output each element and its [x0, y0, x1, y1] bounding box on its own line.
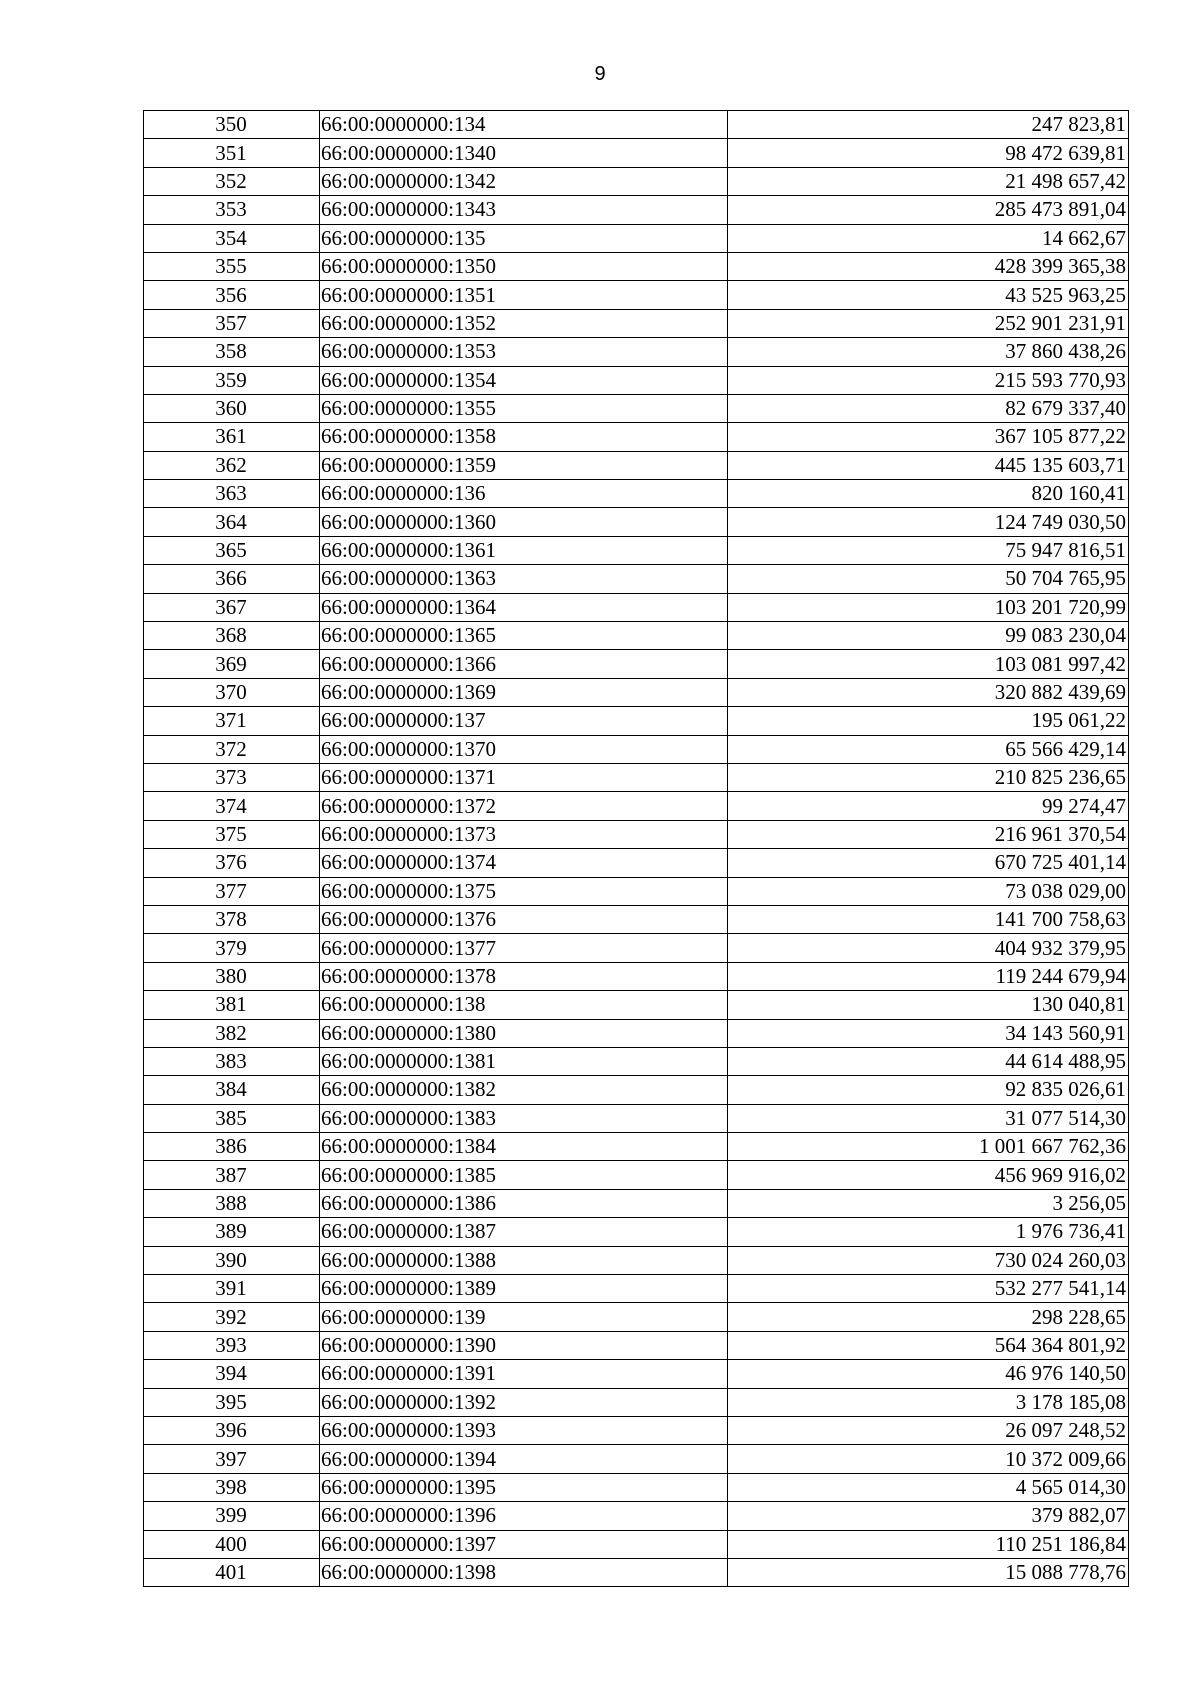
table-row: [144, 536, 1129, 564]
table-row: [144, 622, 1129, 650]
table-row: [144, 508, 1129, 536]
cadastral-number-cell: 66:00:0000000:1389: [320, 1275, 728, 1303]
row-number-cell: 382: [144, 1019, 320, 1047]
cadastral-number-cell: 66:00:0000000:1375: [320, 877, 728, 905]
cadastral-value-cell: 14 662,67: [728, 224, 1129, 252]
row-number-cell: 385: [144, 1104, 320, 1132]
table-row: [144, 1189, 1129, 1217]
cadastral-value-cell: 82 679 337,40: [728, 394, 1129, 422]
table-row: [144, 678, 1129, 706]
table-row: [144, 1558, 1129, 1586]
table-row: [144, 1133, 1129, 1161]
cadastral-number-cell: 66:00:0000000:1364: [320, 593, 728, 621]
cadastral-number-cell: 66:00:0000000:1369: [320, 678, 728, 706]
cadastral-value-cell: 445 135 603,71: [728, 451, 1129, 479]
table-body: [144, 111, 1129, 1587]
cadastral-value-cell: 141 700 758,63: [728, 905, 1129, 933]
table-row: [144, 565, 1129, 593]
row-number-cell: 362: [144, 451, 320, 479]
cadastral-number-cell: 66:00:0000000:1382: [320, 1076, 728, 1104]
cadastral-value-cell: 1 001 667 762,36: [728, 1133, 1129, 1161]
cadastral-number-cell: 66:00:0000000:1358: [320, 423, 728, 451]
table-row: [144, 423, 1129, 451]
cadastral-number-cell: 66:00:0000000:1381: [320, 1047, 728, 1075]
cadastral-value-cell: 99 083 230,04: [728, 622, 1129, 650]
cadastral-number-cell: 66:00:0000000:1392: [320, 1388, 728, 1416]
table-row: [144, 252, 1129, 280]
table-row: [144, 451, 1129, 479]
row-number-cell: 397: [144, 1445, 320, 1473]
cadastral-value-cell: 1 976 736,41: [728, 1218, 1129, 1246]
table-row: [144, 763, 1129, 791]
cadastral-value-cell: 124 749 030,50: [728, 508, 1129, 536]
cadastral-value-cell: 215 593 770,93: [728, 366, 1129, 394]
cadastral-value-cell: 92 835 026,61: [728, 1076, 1129, 1104]
cadastral-number-cell: 66:00:0000000:1354: [320, 366, 728, 394]
cadastral-number-cell: 66:00:0000000:1383: [320, 1104, 728, 1132]
cadastral-value-cell: 65 566 429,14: [728, 735, 1129, 763]
row-number-cell: 369: [144, 650, 320, 678]
cadastral-number-cell: 66:00:0000000:1387: [320, 1218, 728, 1246]
table-row: [144, 1388, 1129, 1416]
cadastral-number-cell: 66:00:0000000:1390: [320, 1331, 728, 1359]
table-row: [144, 338, 1129, 366]
cadastral-number-cell: 66:00:0000000:1365: [320, 622, 728, 650]
cadastral-value-cell: 404 932 379,95: [728, 934, 1129, 962]
row-number-cell: 356: [144, 281, 320, 309]
cadastral-number-cell: 66:00:0000000:1359: [320, 451, 728, 479]
row-number-cell: 400: [144, 1530, 320, 1558]
row-number-cell: 357: [144, 309, 320, 337]
cadastral-number-cell: 66:00:0000000:1360: [320, 508, 728, 536]
cadastral-number-cell: 66:00:0000000:1398: [320, 1558, 728, 1586]
row-number-cell: 380: [144, 962, 320, 990]
table-row: [144, 1076, 1129, 1104]
cadastral-value-cell: 34 143 560,91: [728, 1019, 1129, 1047]
cadastral-value-cell: 37 860 438,26: [728, 338, 1129, 366]
row-number-cell: 383: [144, 1047, 320, 1075]
cadastral-number-cell: 66:00:0000000:1394: [320, 1445, 728, 1473]
cadastral-value-cell: 216 961 370,54: [728, 820, 1129, 848]
table-row: [144, 934, 1129, 962]
row-number-cell: 353: [144, 196, 320, 224]
cadastral-value-cell: 10 372 009,66: [728, 1445, 1129, 1473]
row-number-cell: 370: [144, 678, 320, 706]
cadastral-value-cell: 428 399 365,38: [728, 252, 1129, 280]
cadastral-number-cell: 66:00:0000000:1363: [320, 565, 728, 593]
table-row: [144, 111, 1129, 139]
cadastral-value-table: [143, 110, 1129, 1587]
cadastral-number-cell: 66:00:0000000:1376: [320, 905, 728, 933]
row-number-cell: 398: [144, 1473, 320, 1501]
table-row: [144, 849, 1129, 877]
cadastral-number-cell: 66:00:0000000:1374: [320, 849, 728, 877]
row-number-cell: 371: [144, 707, 320, 735]
cadastral-value-cell: 103 201 720,99: [728, 593, 1129, 621]
row-number-cell: 372: [144, 735, 320, 763]
cadastral-number-cell: 66:00:0000000:1353: [320, 338, 728, 366]
cadastral-number-cell: 66:00:0000000:1385: [320, 1161, 728, 1189]
table-row: [144, 792, 1129, 820]
row-number-cell: 361: [144, 423, 320, 451]
cadastral-number-cell: 66:00:0000000:1386: [320, 1189, 728, 1217]
cadastral-number-cell: 66:00:0000000:1378: [320, 962, 728, 990]
cadastral-number-cell: 66:00:0000000:1352: [320, 309, 728, 337]
row-number-cell: 367: [144, 593, 320, 621]
table-row: [144, 991, 1129, 1019]
cadastral-value-cell: 730 024 260,03: [728, 1246, 1129, 1274]
row-number-cell: 368: [144, 622, 320, 650]
cadastral-value-cell: 31 077 514,30: [728, 1104, 1129, 1132]
cadastral-value-cell: 26 097 248,52: [728, 1416, 1129, 1444]
cadastral-value-cell: 15 088 778,76: [728, 1558, 1129, 1586]
cadastral-number-cell: 66:00:0000000:1340: [320, 139, 728, 167]
table-row: [144, 1473, 1129, 1501]
row-number-cell: 359: [144, 366, 320, 394]
cadastral-value-cell: 4 565 014,30: [728, 1473, 1129, 1501]
row-number-cell: 355: [144, 252, 320, 280]
cadastral-value-cell: 73 038 029,00: [728, 877, 1129, 905]
row-number-cell: 375: [144, 820, 320, 848]
table-row: [144, 1019, 1129, 1047]
cadastral-number-cell: 66:00:0000000:138: [320, 991, 728, 1019]
cadastral-value-cell: 75 947 816,51: [728, 536, 1129, 564]
table-row: [144, 877, 1129, 905]
cadastral-number-cell: 66:00:0000000:1351: [320, 281, 728, 309]
row-number-cell: 378: [144, 905, 320, 933]
table-row: [144, 962, 1129, 990]
cadastral-value-cell: 21 498 657,42: [728, 167, 1129, 195]
cadastral-number-cell: 66:00:0000000:1380: [320, 1019, 728, 1047]
cadastral-value-cell: 99 274,47: [728, 792, 1129, 820]
cadastral-number-cell: 66:00:0000000:1343: [320, 196, 728, 224]
table-row: [144, 1218, 1129, 1246]
row-number-cell: 386: [144, 1133, 320, 1161]
row-number-cell: 351: [144, 139, 320, 167]
page-number: 9: [594, 63, 606, 85]
cadastral-number-cell: 66:00:0000000:139: [320, 1303, 728, 1331]
row-number-cell: 366: [144, 565, 320, 593]
row-number-cell: 374: [144, 792, 320, 820]
row-number-cell: 384: [144, 1076, 320, 1104]
table-row: [144, 1502, 1129, 1530]
table-row: [144, 593, 1129, 621]
row-number-cell: 401: [144, 1558, 320, 1586]
cadastral-number-cell: 66:00:0000000:1361: [320, 536, 728, 564]
cadastral-value-cell: 98 472 639,81: [728, 139, 1129, 167]
row-number-cell: 377: [144, 877, 320, 905]
table-row: [144, 281, 1129, 309]
cadastral-value-cell: 3 178 185,08: [728, 1388, 1129, 1416]
cadastral-value-cell: 210 825 236,65: [728, 763, 1129, 791]
cadastral-value-cell: 564 364 801,92: [728, 1331, 1129, 1359]
row-number-cell: 387: [144, 1161, 320, 1189]
cadastral-number-cell: 66:00:0000000:135: [320, 224, 728, 252]
cadastral-value-cell: 46 976 140,50: [728, 1360, 1129, 1388]
cadastral-value-cell: 43 525 963,25: [728, 281, 1129, 309]
cadastral-value-cell: 3 256,05: [728, 1189, 1129, 1217]
cadastral-value-cell: 379 882,07: [728, 1502, 1129, 1530]
table-row: [144, 309, 1129, 337]
cadastral-value-cell: 110 251 186,84: [728, 1530, 1129, 1558]
row-number-cell: 391: [144, 1275, 320, 1303]
table-row: [144, 480, 1129, 508]
table-row: [144, 1445, 1129, 1473]
table-row: [144, 1246, 1129, 1274]
row-number-cell: 354: [144, 224, 320, 252]
row-number-cell: 350: [144, 111, 320, 139]
row-number-cell: 392: [144, 1303, 320, 1331]
cadastral-value-cell: 320 882 439,69: [728, 678, 1129, 706]
cadastral-value-cell: 670 725 401,14: [728, 849, 1129, 877]
row-number-cell: 379: [144, 934, 320, 962]
row-number-cell: 376: [144, 849, 320, 877]
row-number-cell: 399: [144, 1502, 320, 1530]
row-number-cell: 388: [144, 1189, 320, 1217]
cadastral-number-cell: 66:00:0000000:1377: [320, 934, 728, 962]
row-number-cell: 394: [144, 1360, 320, 1388]
table-row: [144, 1416, 1129, 1444]
cadastral-number-cell: 66:00:0000000:1355: [320, 394, 728, 422]
cadastral-number-cell: 66:00:0000000:1384: [320, 1133, 728, 1161]
row-number-cell: 389: [144, 1218, 320, 1246]
cadastral-value-cell: 298 228,65: [728, 1303, 1129, 1331]
cadastral-value-cell: 130 040,81: [728, 991, 1129, 1019]
table-row: [144, 1303, 1129, 1331]
row-number-cell: 363: [144, 480, 320, 508]
cadastral-number-cell: 66:00:0000000:1391: [320, 1360, 728, 1388]
cadastral-number-cell: 66:00:0000000:134: [320, 111, 728, 139]
row-number-cell: 364: [144, 508, 320, 536]
table-row: [144, 1275, 1129, 1303]
table-row: [144, 650, 1129, 678]
row-number-cell: 365: [144, 536, 320, 564]
cadastral-number-cell: 66:00:0000000:1397: [320, 1530, 728, 1558]
cadastral-number-cell: 66:00:0000000:1396: [320, 1502, 728, 1530]
cadastral-number-cell: 66:00:0000000:1366: [320, 650, 728, 678]
table-row: [144, 196, 1129, 224]
row-number-cell: 381: [144, 991, 320, 1019]
cadastral-number-cell: 66:00:0000000:136: [320, 480, 728, 508]
row-number-cell: 358: [144, 338, 320, 366]
table-row: [144, 820, 1129, 848]
cadastral-number-cell: 66:00:0000000:1350: [320, 252, 728, 280]
row-number-cell: 360: [144, 394, 320, 422]
table-row: [144, 1104, 1129, 1132]
cadastral-value-cell: 456 969 916,02: [728, 1161, 1129, 1189]
cadastral-number-cell: 66:00:0000000:1371: [320, 763, 728, 791]
table-row: [144, 1047, 1129, 1075]
cadastral-value-cell: 285 473 891,04: [728, 196, 1129, 224]
cadastral-value-cell: 195 061,22: [728, 707, 1129, 735]
table-row: [144, 366, 1129, 394]
table-row: [144, 1161, 1129, 1189]
cadastral-value-cell: 252 901 231,91: [728, 309, 1129, 337]
cadastral-value-cell: 44 614 488,95: [728, 1047, 1129, 1075]
row-number-cell: 352: [144, 167, 320, 195]
table-row: [144, 1331, 1129, 1359]
cadastral-number-cell: 66:00:0000000:1388: [320, 1246, 728, 1274]
cadastral-value-cell: 103 081 997,42: [728, 650, 1129, 678]
cadastral-value-cell: 820 160,41: [728, 480, 1129, 508]
cadastral-value-cell: 247 823,81: [728, 111, 1129, 139]
table-row: [144, 224, 1129, 252]
cadastral-value-cell: 532 277 541,14: [728, 1275, 1129, 1303]
cadastral-value-cell: 367 105 877,22: [728, 423, 1129, 451]
table-row: [144, 167, 1129, 195]
cadastral-number-cell: 66:00:0000000:1393: [320, 1416, 728, 1444]
table-row: [144, 1360, 1129, 1388]
row-number-cell: 393: [144, 1331, 320, 1359]
cadastral-number-cell: 66:00:0000000:137: [320, 707, 728, 735]
cadastral-number-cell: 66:00:0000000:1395: [320, 1473, 728, 1501]
cadastral-number-cell: 66:00:0000000:1373: [320, 820, 728, 848]
table-row: [144, 707, 1129, 735]
table-row: [144, 139, 1129, 167]
table-row: [144, 905, 1129, 933]
row-number-cell: 395: [144, 1388, 320, 1416]
cadastral-number-cell: 66:00:0000000:1372: [320, 792, 728, 820]
cadastral-value-cell: 119 244 679,94: [728, 962, 1129, 990]
row-number-cell: 396: [144, 1416, 320, 1444]
table-row: [144, 1530, 1129, 1558]
cadastral-number-cell: 66:00:0000000:1342: [320, 167, 728, 195]
table-row: [144, 735, 1129, 763]
cadastral-number-cell: 66:00:0000000:1370: [320, 735, 728, 763]
row-number-cell: 390: [144, 1246, 320, 1274]
table-row: [144, 394, 1129, 422]
row-number-cell: 373: [144, 763, 320, 791]
cadastral-value-cell: 50 704 765,95: [728, 565, 1129, 593]
